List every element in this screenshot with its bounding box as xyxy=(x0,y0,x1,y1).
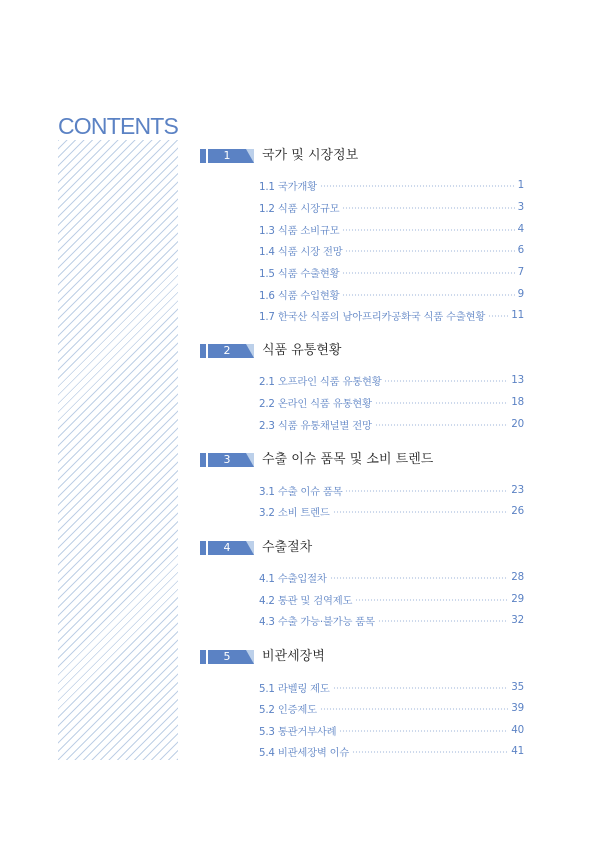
section-header-5 xyxy=(200,647,540,667)
toc-entry-page: 6 xyxy=(517,244,524,256)
toc-entry-label: 1.6 식품 수입현황 xyxy=(259,289,340,302)
toc-entry-label: 4.3 수출 가능·불가능 품목 xyxy=(259,615,375,628)
toc-entry-page: 32 xyxy=(511,614,524,626)
toc-entry-page: 9 xyxy=(517,288,524,300)
toc-entry[interactable] xyxy=(259,307,524,323)
section-title: 국가 및 시장정보 xyxy=(262,148,359,163)
section-header-4 xyxy=(200,538,540,558)
toc-entry[interactable] xyxy=(259,242,524,258)
dot-leader xyxy=(345,490,508,492)
toc-entry-page: 11 xyxy=(511,309,524,321)
dot-leader xyxy=(345,250,514,252)
dot-leader xyxy=(333,511,509,513)
toc-entry[interactable] xyxy=(259,199,524,215)
dot-leader xyxy=(384,380,508,382)
dot-leader xyxy=(375,424,509,426)
badge-tab xyxy=(246,453,254,467)
toc-entry-label: 2.2 온라인 식품 유통현황 xyxy=(259,397,372,410)
toc-entry-page: 18 xyxy=(511,396,524,408)
section-header-3 xyxy=(200,450,540,470)
toc-entry-label: 5.3 통관거부사례 xyxy=(259,725,337,738)
dot-leader xyxy=(330,577,509,579)
dot-leader xyxy=(339,730,508,732)
toc-entry-label: 1.4 식품 시장 전망 xyxy=(259,245,343,258)
toc-entry-label: 3.2 소비 트렌드 xyxy=(259,506,330,519)
toc-entry-label: 5.2 인증제도 xyxy=(259,703,317,716)
dot-leader xyxy=(320,708,508,710)
section-title: 비관세장벽 xyxy=(262,649,325,664)
toc-entry-page: 4 xyxy=(517,223,524,235)
section-number-badge: 3 xyxy=(200,453,254,467)
dot-leader xyxy=(342,272,514,274)
badge-notch xyxy=(206,344,208,358)
toc-entry[interactable] xyxy=(259,743,524,759)
section-title: 수출 이슈 품목 및 소비 트렌드 xyxy=(262,452,434,467)
toc-entry-label: 2.3 식품 유통채널별 전망 xyxy=(259,419,372,432)
toc-entry-label: 5.4 비관세장벽 이슈 xyxy=(259,746,350,759)
dot-leader xyxy=(342,207,514,209)
section-number-badge: 1 xyxy=(200,149,254,163)
toc-entry[interactable] xyxy=(259,177,524,193)
badge-tab xyxy=(246,149,254,163)
toc-entry[interactable] xyxy=(259,591,524,607)
toc-entry-page: 28 xyxy=(511,571,524,583)
dot-leader xyxy=(342,229,514,231)
section-number-badge: 5 xyxy=(200,650,254,664)
toc-entry-label: 1.5 식품 수출현황 xyxy=(259,267,340,280)
dot-leader xyxy=(342,294,514,296)
toc-entry[interactable] xyxy=(259,569,524,585)
toc-entry-page: 39 xyxy=(511,702,524,714)
toc-entry[interactable] xyxy=(259,372,524,388)
toc-entry-page: 1 xyxy=(517,179,524,191)
page-title: CONTENTS xyxy=(58,113,179,139)
badge-notch xyxy=(206,149,208,163)
toc-entry-page: 41 xyxy=(511,745,524,757)
toc-entry[interactable] xyxy=(259,416,524,432)
toc-entry-label: 5.1 라벨링 제도 xyxy=(259,682,330,695)
toc-entry-label: 4.1 수출입절차 xyxy=(259,572,327,585)
toc-entry-page: 7 xyxy=(517,266,524,278)
toc-entry-page: 35 xyxy=(511,681,524,693)
toc-entry-page: 40 xyxy=(511,724,524,736)
badge-notch xyxy=(206,541,208,555)
toc-entry-label: 1.3 식품 소비규모 xyxy=(259,224,340,237)
toc-entry-label: 3.1 수출 이슈 품목 xyxy=(259,485,343,498)
toc-entry[interactable] xyxy=(259,700,524,716)
toc-entry-page: 23 xyxy=(511,484,524,496)
section-number-badge: 2 xyxy=(200,344,254,358)
dot-leader xyxy=(378,620,509,622)
toc-entry[interactable] xyxy=(259,394,524,410)
toc-entry[interactable] xyxy=(259,679,524,695)
toc-entry-label: 4.2 통관 및 검역제도 xyxy=(259,594,353,607)
badge-tab xyxy=(246,650,254,664)
dot-leader xyxy=(333,687,509,689)
toc-entry-page: 29 xyxy=(511,593,524,605)
section-header-1 xyxy=(200,146,540,166)
toc-entry-label: 1.2 식품 시장규모 xyxy=(259,202,340,215)
toc-entry-page: 13 xyxy=(511,374,524,386)
toc-entry[interactable] xyxy=(259,221,524,237)
toc-entry[interactable] xyxy=(259,503,524,519)
section-number-badge: 4 xyxy=(200,541,254,555)
toc-entry-page: 20 xyxy=(511,418,524,430)
section-title: 식품 유통현황 xyxy=(262,343,342,358)
badge-tab xyxy=(246,344,254,358)
toc-entry-label: 2.1 오프라인 식품 유통현황 xyxy=(259,375,382,388)
section-title: 수출절차 xyxy=(262,540,313,555)
toc-entry[interactable] xyxy=(259,264,524,280)
section-header-2 xyxy=(200,341,540,361)
badge-notch xyxy=(206,453,208,467)
badge-notch xyxy=(206,650,208,664)
dot-leader xyxy=(375,402,509,404)
dot-leader xyxy=(355,599,508,601)
dot-leader xyxy=(488,315,508,317)
toc-entry[interactable] xyxy=(259,722,524,738)
badge-tab xyxy=(246,541,254,555)
toc-entry[interactable] xyxy=(259,286,524,302)
toc-entry-label: 1.7 한국산 식품의 남아프리카공화국 식품 수출현황 xyxy=(259,310,486,323)
dot-leader xyxy=(352,751,508,753)
toc-entry-label: 1.1 국가개황 xyxy=(259,180,317,193)
dot-leader xyxy=(320,185,515,187)
toc-entry[interactable] xyxy=(259,612,524,628)
toc-entry-page: 3 xyxy=(517,201,524,213)
decorative-hatch-panel xyxy=(58,140,178,760)
toc-entry[interactable] xyxy=(259,482,524,498)
toc-entry-page: 26 xyxy=(511,505,524,517)
